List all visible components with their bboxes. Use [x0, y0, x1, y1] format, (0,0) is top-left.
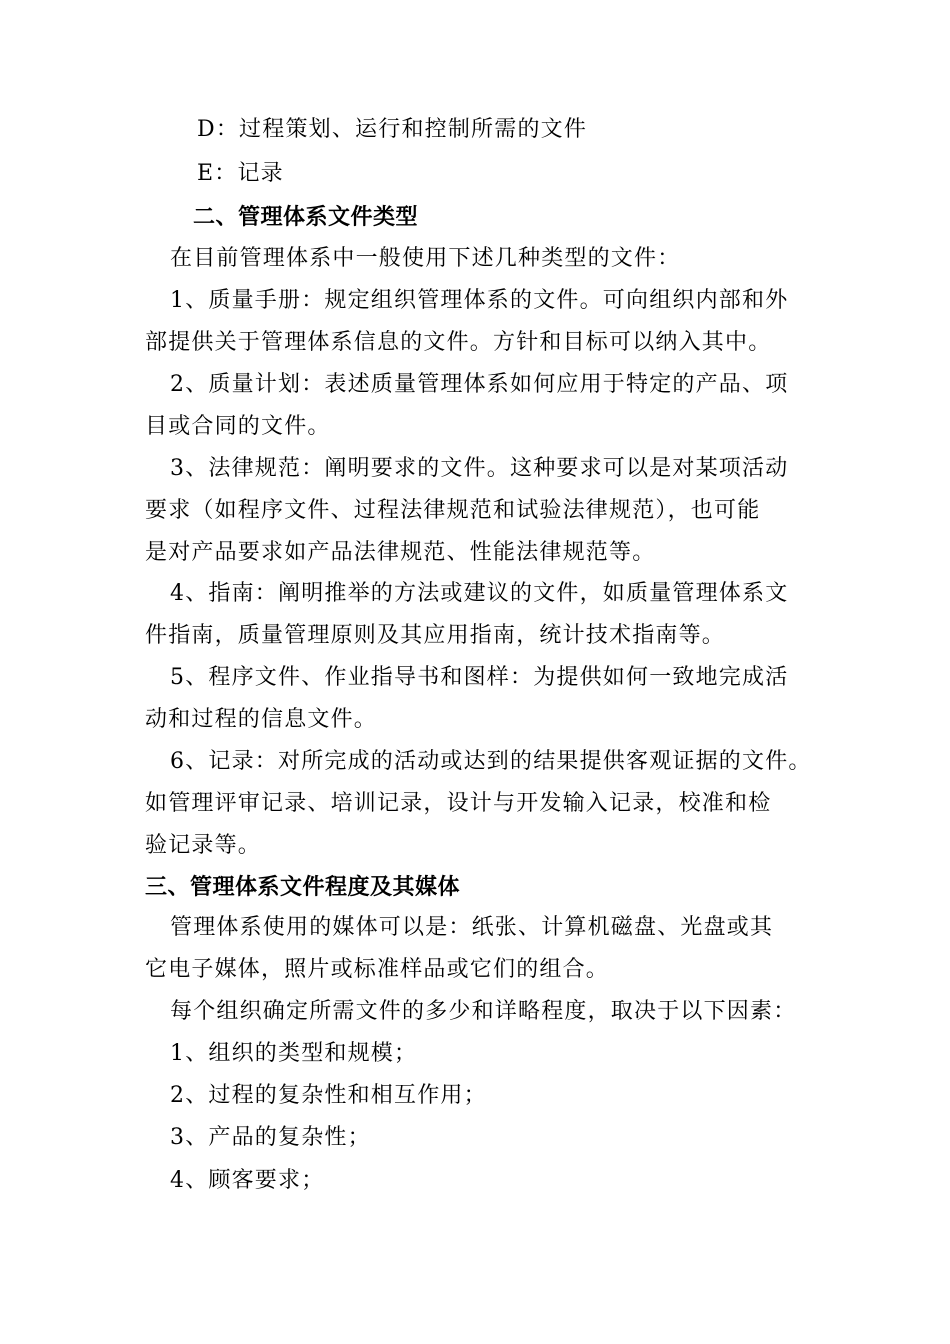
paragraph-line: 每个组织确定所需文件的多少和详略程度，取决于以下因素：: [170, 999, 797, 1024]
paragraph-line: 管理体系使用的媒体可以是：纸张、计算机磁盘、光盘或其: [170, 915, 774, 940]
paragraph-line: 目或合同的文件。: [145, 414, 331, 439]
paragraph-line: 2、质量计划：表述质量管理体系如何应用于特定的产品、项: [170, 372, 789, 397]
section-heading-3: 三、管理体系文件程度及其媒体: [145, 874, 461, 900]
paragraph-line: 如管理评审记录、培训记录，设计与开发输入记录，校准和检: [145, 791, 772, 816]
paragraph-line: 4、指南：阐明推举的方法或建议的文件，如质量管理体系文: [170, 581, 789, 606]
paragraph-line: 1、质量手册：规定组织管理体系的文件。可向组织内部和外: [170, 288, 789, 313]
paragraph-line: 6、记录：对所完成的活动或达到的结果提供客观证据的文件。: [170, 749, 812, 774]
paragraph-line: 验记录等。: [145, 833, 262, 858]
list-item: 3、产品的复杂性；: [170, 1125, 371, 1150]
list-item-e: E：记录: [197, 161, 284, 186]
paragraph-line: 要求（如程序文件、过程法律规范和试验法律规范），也可能: [145, 498, 761, 523]
list-item: 4、顾客要求；: [170, 1168, 325, 1193]
paragraph-line: 5、程序文件、作业指导书和图样：为提供如何一致地完成活: [170, 665, 789, 690]
paragraph-line: 动和过程的信息文件。: [145, 707, 378, 732]
paragraph-line: 它电子媒体，照片或标准样品或它们的组合。: [145, 957, 610, 982]
section-heading-2: 二、管理体系文件类型: [193, 204, 419, 230]
paragraph-line: 件指南，质量管理原则及其应用指南，统计技术指南等。: [145, 623, 726, 648]
list-item: 1、组织的类型和规模；: [170, 1041, 418, 1066]
paragraph-line: 在目前管理体系中一般使用下述几种类型的文件：: [170, 246, 681, 271]
list-item-d: D：过程策划、运行和控制所需的文件: [197, 117, 588, 142]
paragraph-line: 3、法律规范：阐明要求的文件。这种要求可以是对某项活动: [170, 456, 789, 481]
paragraph-line: 是对产品要求如产品法律规范、性能法律规范等。: [145, 540, 656, 565]
list-item: 2、过程的复杂性和相互作用；: [170, 1083, 487, 1108]
paragraph-line: 部提供关于管理体系信息的文件。方针和目标可以纳入其中。: [145, 330, 772, 355]
